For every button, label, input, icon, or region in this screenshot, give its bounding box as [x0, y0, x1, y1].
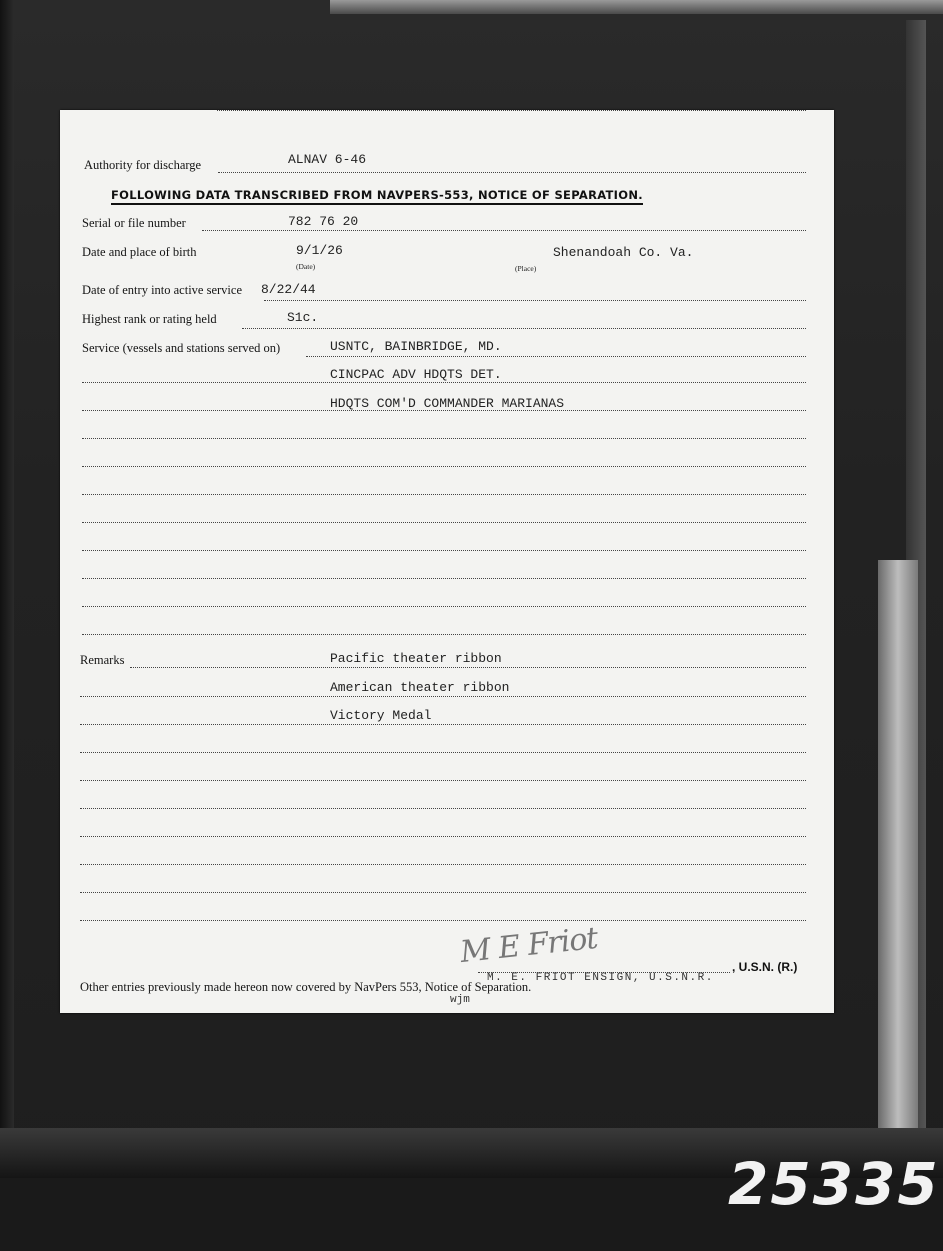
birth-date-value: 9/1/26 [296, 243, 343, 258]
service-line-5 [82, 466, 806, 467]
remarks-line-4 [80, 752, 806, 753]
serial-label: Serial or file number [82, 216, 186, 230]
remarks-label: Remarks [80, 653, 125, 667]
birth-date-caption: (Date) [296, 262, 316, 271]
transcription-header: FOLLOWING DATA TRANSCRIBED FROM NAVPERS-553, NOTICE OF SEPARATION. [111, 188, 643, 205]
authority-value: ALNAV 6-46 [288, 152, 367, 167]
remarks-line-1 [130, 667, 806, 668]
discharge-card [60, 110, 834, 1013]
rank-line [242, 328, 806, 329]
remarks-entry-3: Victory Medal [330, 708, 432, 723]
remarks-line-5 [80, 780, 806, 781]
remarks-line-2 [80, 696, 806, 697]
entry-line [264, 300, 806, 301]
film-left-edge [0, 0, 14, 1251]
birth-place-value: Shenandoah Co. Va. [553, 245, 694, 260]
frame-number: 25335 [728, 1150, 940, 1218]
service-line-9 [82, 578, 806, 579]
remarks-entry-1: Pacific theater ribbon [330, 651, 502, 666]
service-line-6 [82, 494, 806, 495]
service-line-11 [82, 634, 806, 635]
entry-value: 8/22/44 [261, 282, 316, 297]
service-line-7 [82, 522, 806, 523]
rank-value: S1c. [287, 310, 319, 325]
remarks-line-9 [80, 892, 806, 893]
remarks-line-8 [80, 864, 806, 865]
rank-label: Highest rank or rating held [82, 312, 217, 326]
entry-label: Date of entry into active service [82, 283, 242, 297]
service-line-10 [82, 606, 806, 607]
service-line-8 [82, 550, 806, 551]
remarks-line-6 [80, 808, 806, 809]
birth-place-caption: (Place) [515, 264, 537, 273]
serial-line [202, 230, 806, 231]
clerk-initials: wjm [450, 994, 470, 1006]
service-label: Service (vessels and stations served on) [82, 341, 281, 355]
remarks-entry-2: American theater ribbon [330, 680, 510, 695]
serial-value: 782 76 20 [288, 214, 359, 229]
remarks-line-3 [80, 724, 806, 725]
service-line-2 [82, 382, 806, 383]
authority-line [218, 172, 806, 173]
film-right-strip [878, 560, 918, 1140]
remarks-line-7 [80, 836, 806, 837]
service-entry-1: USNTC, BAINBRIDGE, MD. [330, 339, 502, 354]
service-entry-3: HDQTS COM'D COMMANDER MARIANAS [330, 396, 565, 411]
handwritten-signature: M E Friot [458, 920, 600, 971]
service-entry-2: CINCPAC ADV HDQTS DET. [330, 367, 502, 382]
usn-label: , U.S.N. (R.) [732, 960, 798, 974]
footer-note: Other entries previously made hereon now covered by NavPers 553, Notice of Separation. [80, 980, 532, 994]
remarks-line-10 [80, 920, 806, 921]
service-line-1 [306, 356, 806, 357]
service-line-4 [82, 438, 806, 439]
signer-name: M. E. FRIOT ENSIGN, U.S.N.R. [487, 972, 714, 984]
film-top-edge [330, 0, 943, 14]
birth-line [217, 110, 806, 111]
authority-label: Authority for discharge [84, 158, 202, 172]
birth-label: Date and place of birth [82, 245, 197, 259]
